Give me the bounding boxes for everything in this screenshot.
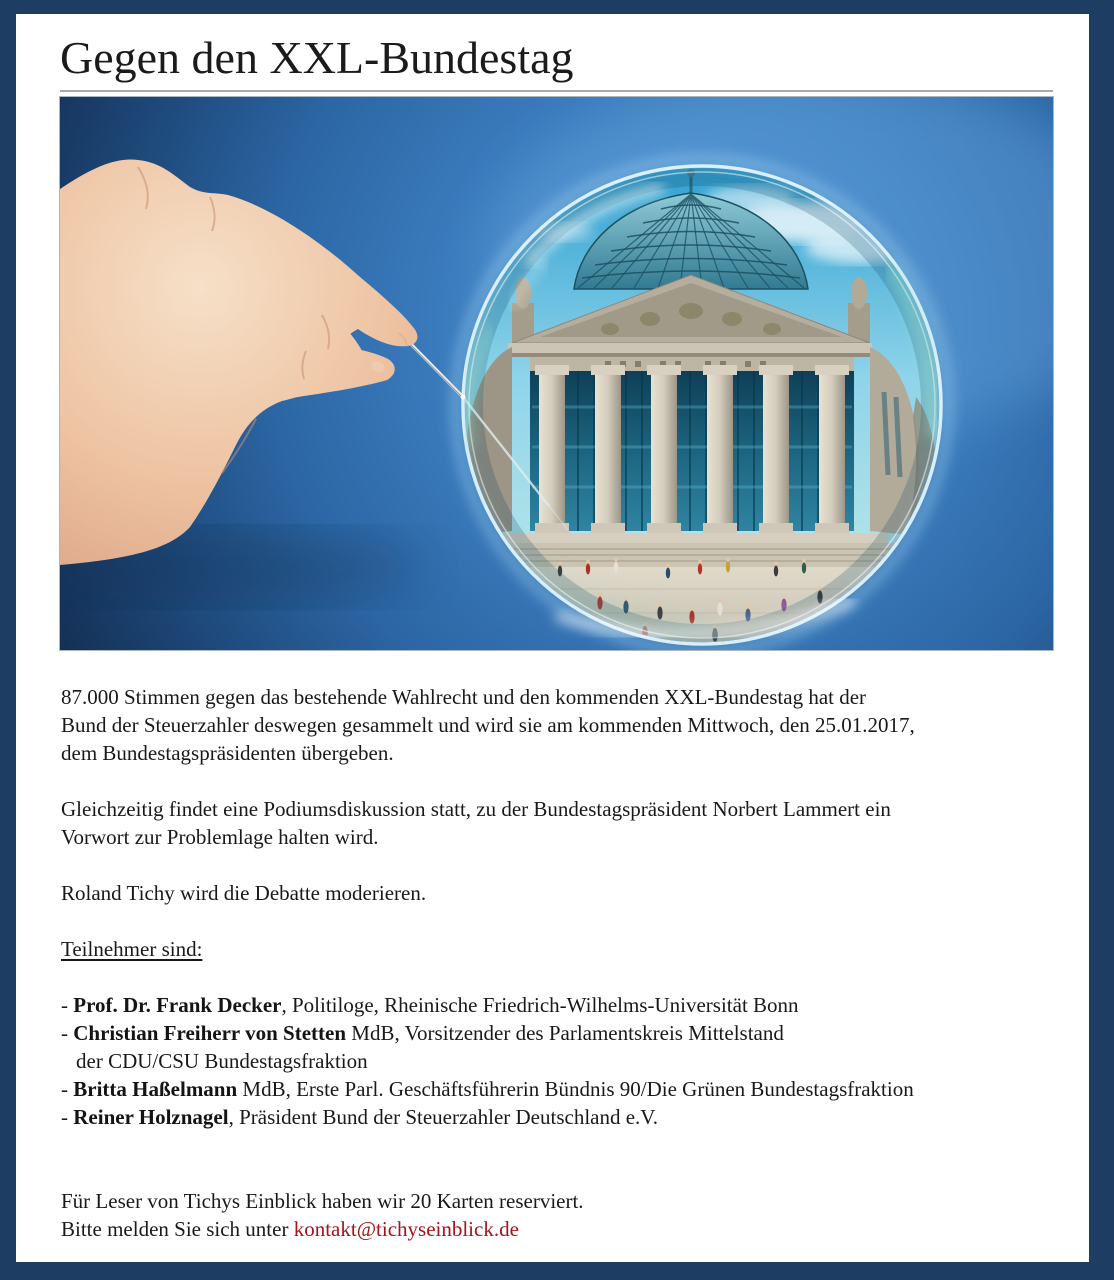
participant-item: - Britta Haßelmann MdB, Erste Parl. Geschäftsführerin Bündnis 90/Die Grünen Bundestagsfraktion [61, 1077, 914, 1101]
footer-line: Bitte melden Sie sich unter kontakt@tichyseinblick.de [61, 1217, 519, 1241]
participant-item: - Reiner Holznagel, Präsident Bund der Steuerzahler Deutschland e.V. [61, 1105, 659, 1129]
blank-line [61, 767, 1066, 795]
participant-name: Reiner Holznagel [73, 1105, 229, 1129]
participant-item: - Prof. Dr. Frank Decker, Politiloge, Rheinische Friedrich-Wilhelms-Universität Bonn [61, 993, 799, 1017]
paragraph-line: Vorwort zur Problemlage halten wird. [61, 825, 379, 849]
participant-name: Christian Freiherr von Stetten [73, 1021, 347, 1045]
paragraph-line: Bund der Steuerzahler deswegen gesammelt und wird sie am kommenden Mittwoch, den 25.01.2017, [61, 713, 915, 737]
participant-item-continued: der CDU/CSU Bundestagsfraktion [76, 1049, 368, 1073]
blank-line [61, 963, 1066, 991]
contact-email-link[interactable]: kontakt@tichyseinblick.de [293, 1217, 519, 1241]
paragraph-line: 87.000 Stimmen gegen das bestehende Wahlrecht und den kommenden XXL-Bundestag hat der [61, 685, 867, 709]
page [16, 14, 1089, 1262]
blank-line [61, 1131, 1066, 1159]
participant-name: Britta Haßelmann [73, 1077, 238, 1101]
participant-name: Prof. Dr. Frank Decker [73, 993, 282, 1017]
paragraph-line: dem Bundestagspräsidenten übergeben. [61, 741, 394, 765]
blank-line [61, 1159, 1066, 1187]
blank-line [61, 907, 1066, 935]
participant-item: - Christian Freiherr von Stetten MdB, Vorsitzender des Parlamentskreis Mittelstand [61, 1021, 784, 1045]
page-title: Gegen den XXL-Bundestag [60, 32, 574, 83]
paragraph-line: Roland Tichy wird die Debatte moderieren. [61, 881, 427, 905]
article-body [61, 683, 1066, 1243]
bubble-needle-illustration [60, 97, 1053, 650]
participants-heading: Teilnehmer sind: [61, 937, 203, 961]
blank-line [61, 851, 1066, 879]
footer-line: Für Leser von Tichys Einblick haben wir 20 Karten reserviert. [61, 1189, 584, 1213]
paragraph-line: Gleichzeitig findet eine Podiumsdiskussion statt, zu der Bundestagspräsident Norbert Lammert ein [61, 797, 891, 821]
glass-facade [530, 371, 854, 531]
headline-divider [60, 90, 1053, 92]
